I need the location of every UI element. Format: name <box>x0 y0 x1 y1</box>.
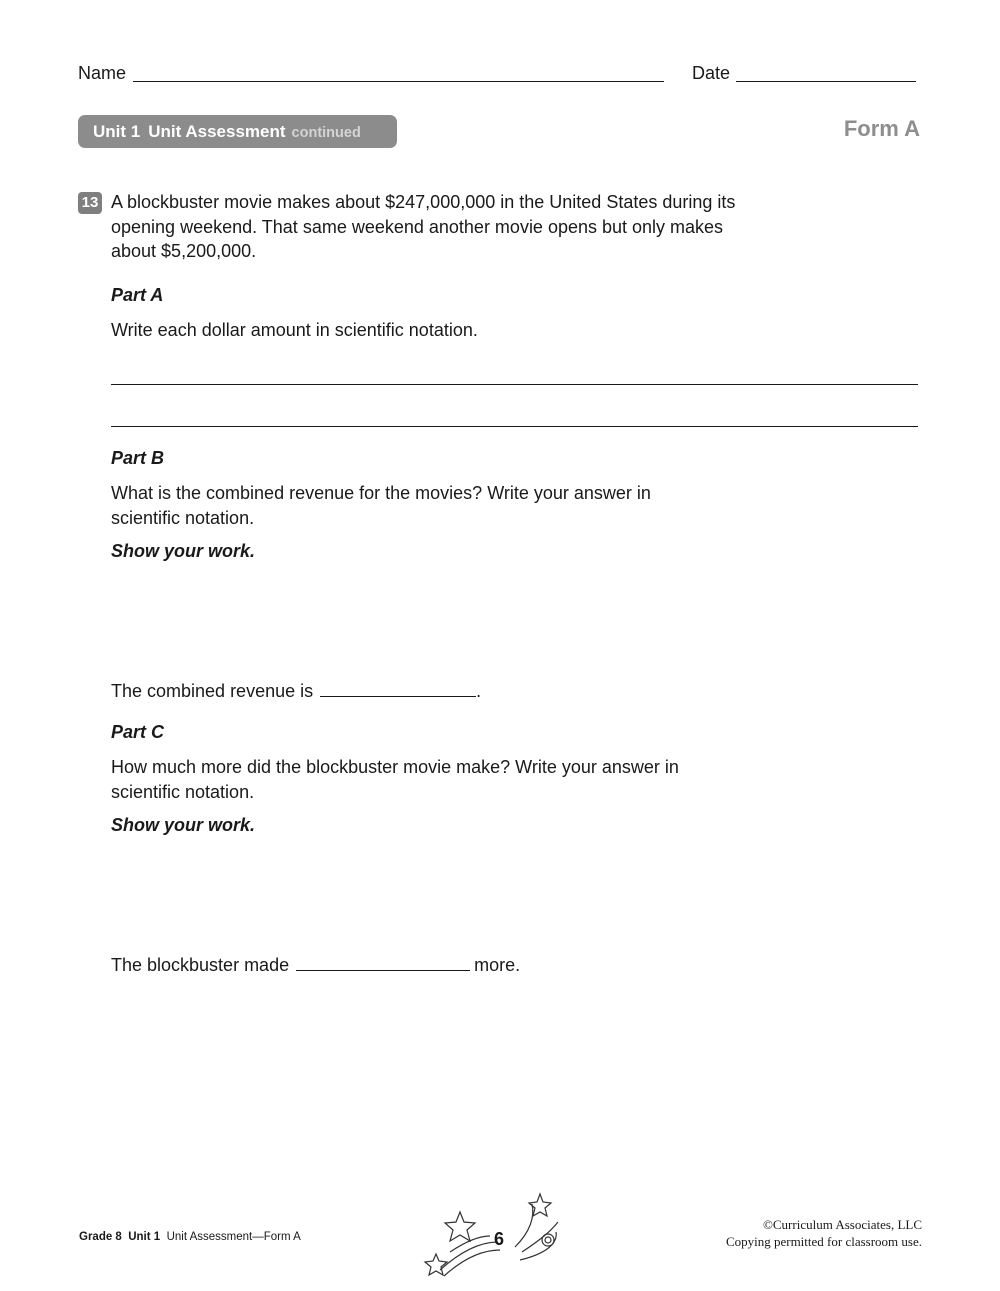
part-c-prompt-line: How much more did the blockbuster movie make? Write your answer in <box>111 757 679 777</box>
continued-label: continued <box>291 125 361 141</box>
part-b-prompt <box>111 481 751 530</box>
part-c-prompt-line: scientific notation. <box>111 781 255 802</box>
part-b-answer-suffix: . <box>476 681 482 701</box>
name-field[interactable] <box>133 81 664 82</box>
question-line: opening weekend. That same weekend another movie opens but only makes <box>111 216 724 237</box>
name-label: Name <box>78 63 127 83</box>
part-c-label: Part C <box>111 722 165 742</box>
part-c-prompt <box>111 755 751 804</box>
footer-assessment: Unit Assessment—Form A <box>166 1231 301 1243</box>
part-a-answer-line-1[interactable] <box>111 384 918 385</box>
unit-banner <box>78 115 397 148</box>
part-a-label: Part A <box>111 285 164 305</box>
question-number-badge: 13 <box>78 192 102 214</box>
unit-label: Unit 1 <box>93 122 141 141</box>
footer-grade: Grade 8 <box>79 1231 122 1243</box>
part-c-answer-suffix: more. <box>474 955 521 975</box>
copyright-line: ©Curriculum Associates, LLC <box>763 1217 922 1232</box>
form-label: Form A <box>843 116 920 141</box>
date-field[interactable] <box>736 81 916 82</box>
part-b-show-work: Show your work. <box>111 541 256 561</box>
part-b-label: Part B <box>111 448 165 468</box>
part-b-answer-prefix: The combined revenue is <box>111 681 314 701</box>
question-text <box>111 190 751 264</box>
part-b-answer-sentence <box>111 677 481 704</box>
part-c-show-work: Show your work. <box>111 815 256 835</box>
footer-unit: Unit 1 <box>128 1231 161 1243</box>
question-line: about $5,200,000. <box>111 241 257 261</box>
permission-line: Copying permitted for classroom use. <box>725 1234 922 1249</box>
part-b-answer-blank[interactable] <box>320 677 476 697</box>
footer-title <box>79 1231 301 1243</box>
page-number: 6 <box>494 1229 505 1249</box>
copyright-notice <box>726 1216 922 1250</box>
question-line: A blockbuster movie makes about $247,000,000 in the United States during its <box>111 192 736 212</box>
shooting-stars-icon <box>420 1192 565 1282</box>
part-c-answer-sentence <box>111 951 520 978</box>
assessment-label: Unit Assessment <box>148 122 286 141</box>
part-c-answer-blank[interactable] <box>296 951 470 971</box>
part-b-prompt-line: What is the combined revenue for the movies? Write your answer in <box>111 483 651 503</box>
part-a-answer-line-2[interactable] <box>111 426 918 427</box>
part-a-prompt: Write each dollar amount in scientific notation. <box>111 320 478 340</box>
part-c-answer-prefix: The blockbuster made <box>111 955 290 975</box>
date-label: Date <box>692 63 731 83</box>
part-b-prompt-line: scientific notation. <box>111 507 255 528</box>
